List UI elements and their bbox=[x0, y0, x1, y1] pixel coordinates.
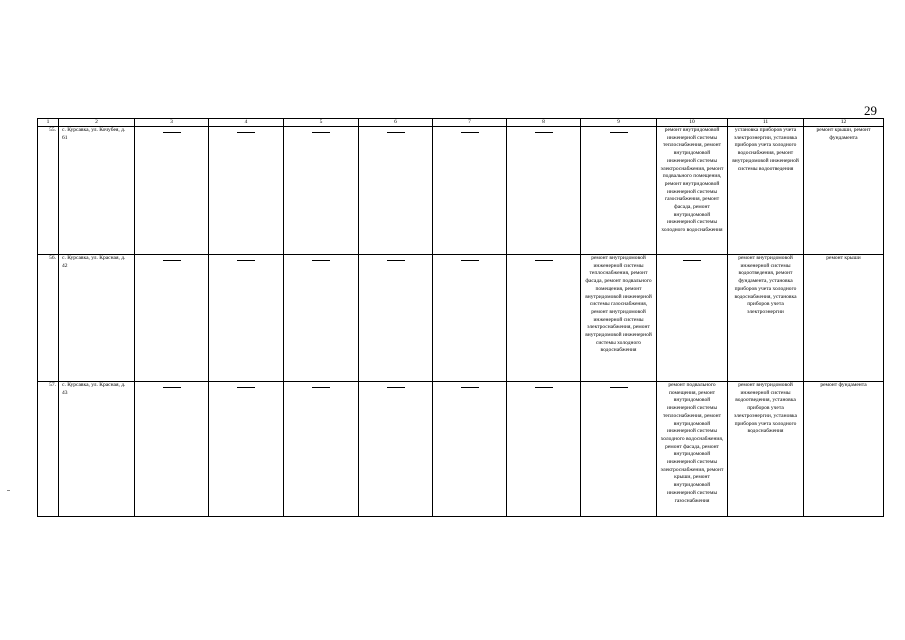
page-number: 29 bbox=[864, 103, 877, 118]
table-row bbox=[38, 382, 884, 517]
empty-cell bbox=[581, 382, 657, 517]
dash-mark bbox=[535, 132, 553, 133]
empty-cell bbox=[359, 127, 433, 255]
works-cell: ремонт подвального помещения, ремонт внутридомовой инженерной системы теплоснабжения, ремонт внутридомовой инженерной системы холодного водоснабжения, ремонт фасада, ремонт внутридомовой инженерной системы электроснабжения, ремонт крыши, ремонт внутридомовой инженерной системы газоснабжения bbox=[657, 382, 728, 517]
address-cell: с. Курсавка, ул. Красная, д. 42 bbox=[59, 255, 135, 382]
works-cell: ремонт крыши, ремонт фундамента bbox=[804, 127, 884, 255]
dash-mark bbox=[461, 260, 479, 261]
dash-mark bbox=[237, 132, 255, 133]
column-number-row bbox=[38, 119, 884, 127]
dash-mark bbox=[312, 132, 330, 133]
empty-cell bbox=[284, 127, 359, 255]
column-number: 2 bbox=[59, 119, 135, 127]
column-number: 10 bbox=[657, 119, 728, 127]
table-row bbox=[38, 127, 884, 255]
empty-cell bbox=[433, 382, 507, 517]
works-cell: ремонт внутридомовой инженерной системы водоотведения, ремонт фундамента, установка приборов учета холодного водоснабжения, установка приборов учета электроэнергии bbox=[728, 255, 804, 382]
empty-cell bbox=[209, 127, 284, 255]
dash-mark bbox=[387, 260, 405, 261]
empty-cell bbox=[507, 382, 581, 517]
empty-cell bbox=[433, 255, 507, 382]
empty-cell bbox=[507, 127, 581, 255]
row-number: 57. bbox=[38, 382, 59, 517]
empty-cell bbox=[507, 255, 581, 382]
empty-cell bbox=[359, 382, 433, 517]
column-number: 4 bbox=[209, 119, 284, 127]
row-number: 55. bbox=[38, 127, 59, 255]
dash-mark bbox=[535, 387, 553, 388]
empty-cell bbox=[209, 255, 284, 382]
column-number: 5 bbox=[284, 119, 359, 127]
column-number: 7 bbox=[433, 119, 507, 127]
dash-mark bbox=[387, 387, 405, 388]
empty-cell bbox=[135, 255, 209, 382]
empty-cell bbox=[284, 382, 359, 517]
column-number: 3 bbox=[135, 119, 209, 127]
empty-cell bbox=[433, 127, 507, 255]
column-number: 12 bbox=[804, 119, 884, 127]
empty-cell bbox=[135, 127, 209, 255]
column-number: 6 bbox=[359, 119, 433, 127]
dash-mark bbox=[163, 132, 181, 133]
column-number: 1 bbox=[38, 119, 59, 127]
works-table bbox=[37, 118, 884, 517]
dash-mark bbox=[535, 260, 553, 261]
works-cell: установка приборов учета электроэнергии, установка приборов учета холодного водоснабжения, ремонт внутридомовой инженерной системы водоотведения bbox=[728, 127, 804, 255]
works-cell: ремонт внутридомовой инженерной системы теплоснабжения, ремонт внутридомовой инженерной системы электроснабжения, ремонт подвального помещения, ремонт внутридомовой инженерной системы газоснабжения, ремонт фасада, ремонт внутридомовой инженерной системы холодного водоснабжения bbox=[657, 127, 728, 255]
dash-mark bbox=[610, 132, 628, 133]
works-cell: ремонт внутридомовой инженерной системы теплоснабжения, ремонт фасада, ремонт подвального помещения, ремонт внутридомовой инженерной системы газоснабжения, ремонт внутридомовой инженерной системы электроснабжения, ремонт внутридомовой инженерной системы холодного водоснабжения bbox=[581, 255, 657, 382]
dash-mark bbox=[683, 260, 701, 261]
dash-mark bbox=[312, 387, 330, 388]
dash-mark bbox=[237, 260, 255, 261]
dash-mark bbox=[387, 132, 405, 133]
table-row bbox=[38, 255, 884, 382]
column-number: 9 bbox=[581, 119, 657, 127]
empty-cell bbox=[209, 382, 284, 517]
scan-mark bbox=[7, 490, 10, 491]
dash-mark bbox=[312, 260, 330, 261]
dash-mark bbox=[461, 132, 479, 133]
empty-cell bbox=[581, 127, 657, 255]
empty-cell bbox=[135, 382, 209, 517]
row-number: 56. bbox=[38, 255, 59, 382]
works-cell: ремонт фундамента bbox=[804, 382, 884, 517]
empty-cell bbox=[359, 255, 433, 382]
address-cell: с. Курсавка, ул. Кочубея, д. 61 bbox=[59, 127, 135, 255]
dash-mark bbox=[610, 387, 628, 388]
works-cell: ремонт внутридомовой инженерной системы водоотведения, установка приборов учета электроэнергии, установка приборов учета холодного водоснабжения bbox=[728, 382, 804, 517]
dash-mark bbox=[163, 260, 181, 261]
works-cell: ремонт крыши bbox=[804, 255, 884, 382]
column-number: 11 bbox=[728, 119, 804, 127]
column-number: 8 bbox=[507, 119, 581, 127]
address-cell: с. Курсавка, ул. Красная, д. 43 bbox=[59, 382, 135, 517]
dash-mark bbox=[163, 387, 181, 388]
dash-mark bbox=[461, 387, 479, 388]
dash-mark bbox=[237, 387, 255, 388]
empty-cell bbox=[284, 255, 359, 382]
empty-cell bbox=[657, 255, 728, 382]
